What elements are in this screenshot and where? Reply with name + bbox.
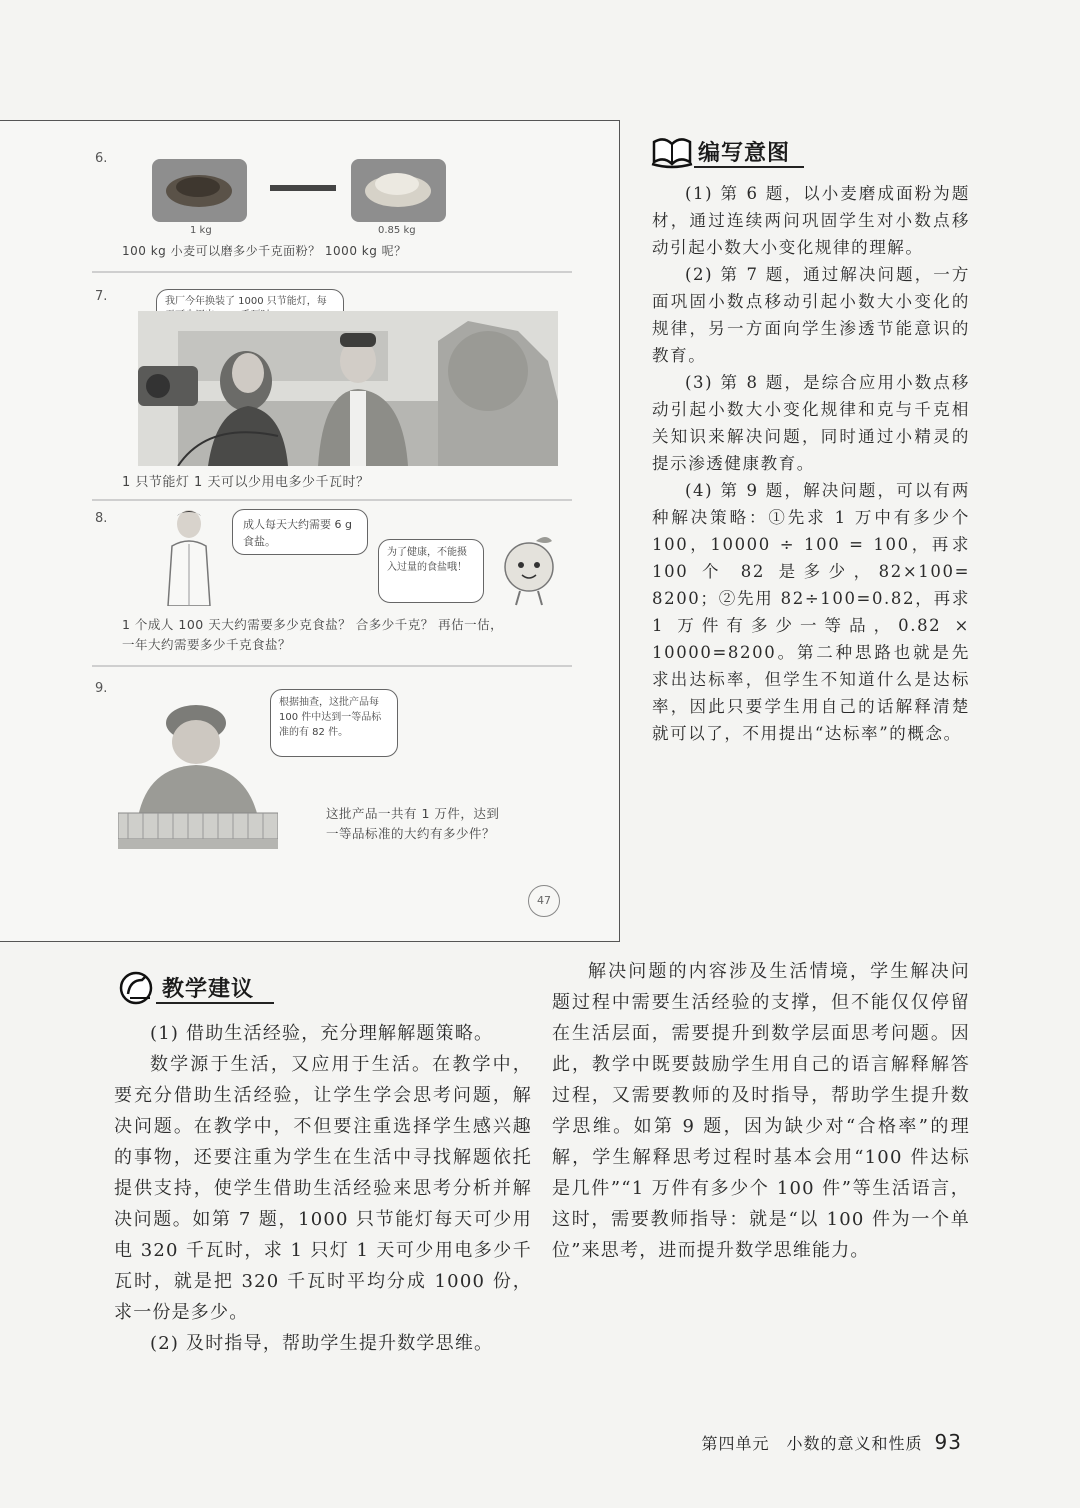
question-9-text-line1: 这批产品一共有 1 万件，达到	[326, 806, 500, 821]
question-9-number: 9.	[95, 681, 108, 696]
advice-point-2: (2) 及时指导，帮助学生提升数学思维。	[150, 1333, 494, 1354]
teaching-advice-icon	[116, 968, 160, 1006]
worker-illustration	[118, 687, 278, 857]
intent-paragraph-1: (1) 第 6 题，以小麦磨成面粉为题材，通过连续两问巩固学生对小数点移动引起小数大小变化规律的理解。	[652, 184, 970, 257]
question-6-number: 6.	[95, 151, 108, 166]
question-7-number: 7.	[95, 289, 108, 304]
wheat-weight: 1 kg	[190, 225, 212, 236]
page-footer	[702, 1430, 962, 1454]
sprite-speech-bubble: 为了健康，不能摄入过量的食盐哦！	[378, 539, 484, 603]
worker-speech-bubble: 根据抽查，这批产品每 100 件中达到一等品标准的有 82 件。	[270, 689, 398, 757]
advice-point-1: (1) 借助生活经验，充分理解解题策略。	[150, 1023, 494, 1044]
open-book-icon	[650, 132, 694, 170]
question-8-number: 8.	[95, 511, 108, 526]
question-7-speech-bubble: 我厂今年换装了 1000 只节能灯，每	[156, 289, 344, 333]
textbook-page-number: 47	[528, 885, 560, 917]
question-9-text-line2: 一等品标准的大约有多少件？	[326, 826, 496, 841]
doctor-speech-bubble: 成人每天大约需要 6 g 食盐。	[232, 509, 368, 555]
doctor-illustration	[158, 506, 220, 606]
arrow-icon	[270, 185, 336, 191]
intent-paragraph-3: (3) 第 8 题，是综合应用小数点移动引起小数大小变化规律和克与千克相关知识来解决问题，同时通过小精灵的提示渗透健康教育。	[652, 373, 970, 473]
advice-paragraph-2: 解决问题的内容涉及生活情境，学生解决问题过程中需要生活经验的支撑，但不能仅仅停留在生活层面，需要提升到数学层面思考问题。因此，教学中既要鼓励学生用自己的语言解释解答过程，又需要教师的及时指导，帮助学生提升数学思维。如第 9 题，因为缺少对“合格率”的理解，学生解释思考过程时基本会用“100 件达标是几件”“1 万件有多少个 100 件”等生活语言，这时，需要教师指导：就是“以 100 件为一个单位”来思考，进而提升数学思维能力。	[552, 961, 970, 1261]
advice-title: 教学建议	[162, 977, 255, 1002]
intent-title: 编写意图	[698, 141, 791, 166]
advice-right-column	[552, 956, 970, 1266]
page-number: 93	[934, 1430, 962, 1454]
sprite-mascot-icon	[496, 531, 562, 607]
question-7-illustration	[138, 311, 558, 466]
intent-column	[652, 180, 970, 747]
intent-heading	[650, 132, 810, 170]
wheat-photo	[152, 159, 247, 222]
flour-weight: 0.85 kg	[378, 225, 416, 236]
intent-paragraph-2: (2) 第 7 题，通过解决问题，一方面巩固小数点移动引起小数大小变化的规律，另一方面向学生渗透节能意识的教育。	[652, 265, 970, 365]
flour-photo	[351, 159, 446, 222]
textbook-excerpt	[0, 120, 620, 942]
question-7-text: 1 只节能灯 1 天可以少用电多少千瓦时？	[122, 475, 370, 490]
advice-heading	[116, 968, 276, 1006]
question-8-text-line2: 一年大约需要多少千克食盐？	[122, 637, 292, 652]
question-6-text: 100 kg 小麦可以磨多少千克面粉？ 1000 kg 呢？	[122, 244, 407, 258]
unit-title: 第四单元 小数的意义和性质	[701, 1434, 923, 1453]
divider	[92, 499, 572, 501]
advice-left-column	[114, 1018, 532, 1359]
question-8-text-line1: 1 个成人 100 天大约需要多少克食盐？ 合多少千克？ 再估一估，	[122, 617, 504, 632]
advice-paragraph-1: 数学源于生活，又应用于生活。在教学中，要充分借助生活经验，让学生学会思考问题，解决问题。在教学中，不但要注重选择学生感兴趣的事物，还要注重为学生在生活中寻找解题依托提供支持，使学生借助生活经验来思考分析并解决问题。如第 7 题，1000 只节能灯每天可少用电 320 千瓦时，求 1 只灯 1 天可少用电多少千瓦时，就是把 320 千瓦时平均分成 1000 份，求一份是多少。	[114, 1054, 532, 1323]
divider	[92, 665, 572, 667]
intent-paragraph-4: (4) 第 9 题，解决问题，可以有两种解决策略：①先求 1 万中有多少个 100，10000 ÷ 100 = 100，再求100 个 82 是多少，82×100= 8200；②先用 82÷100=0.82，再求 1 万件有多少一等品，0.82 × 10000=8200。第二种思路也就是先求出达标率，但学生不知道什么是达标率，因此只要学生用自己的话解释清楚就可以了，不用提出“达标率”的概念。	[652, 481, 970, 743]
divider	[92, 271, 572, 273]
